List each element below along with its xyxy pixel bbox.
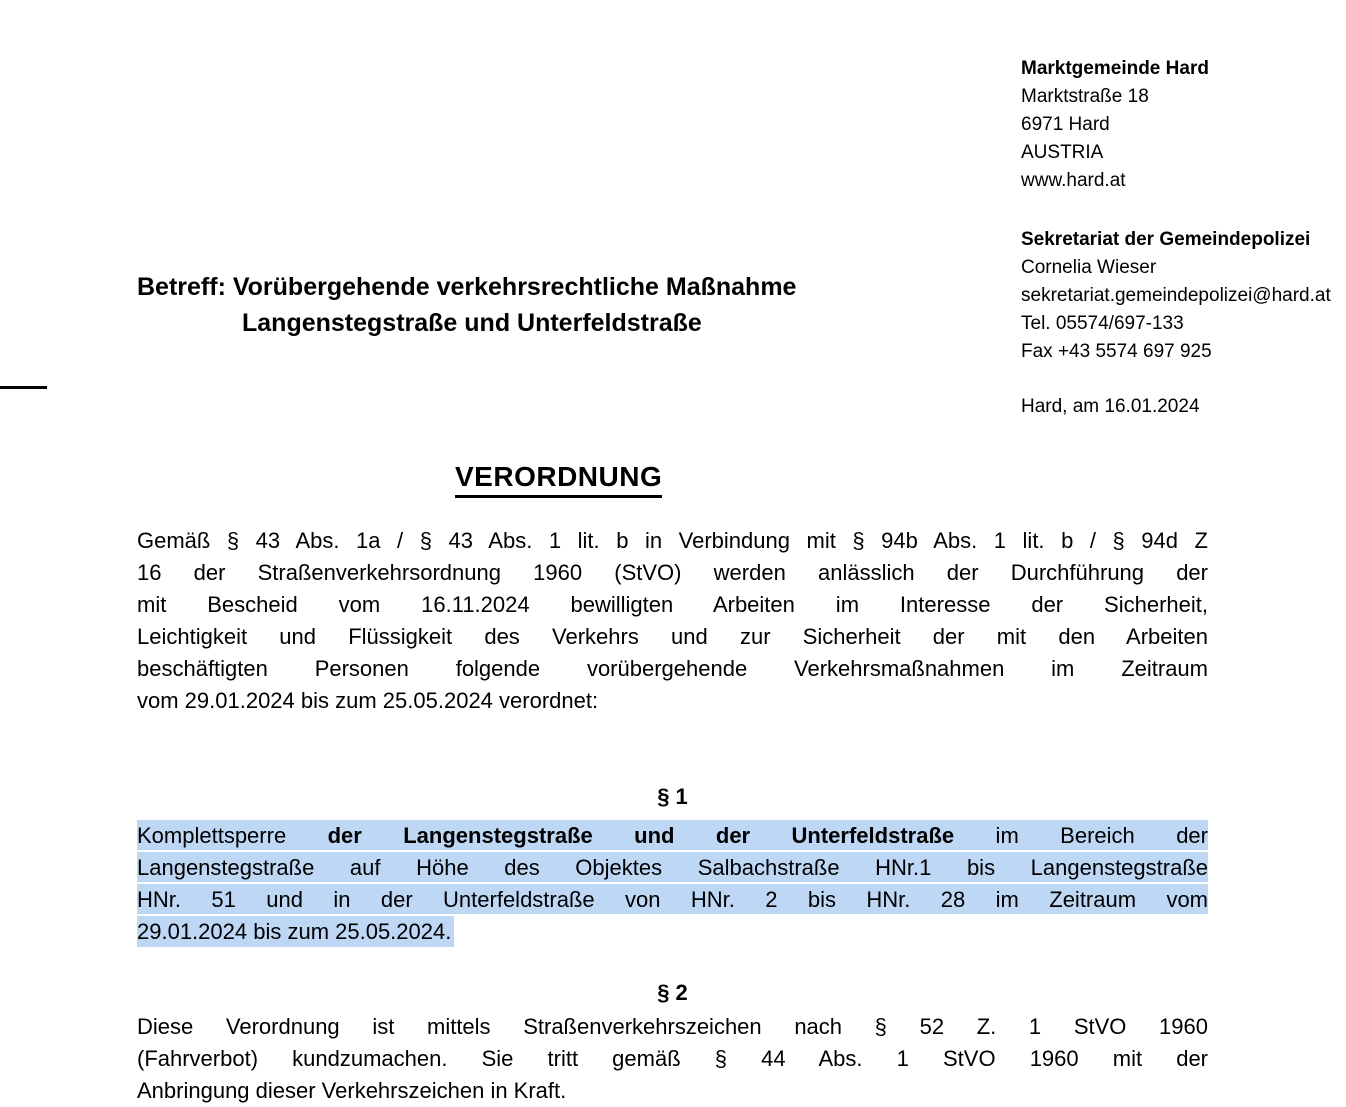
contact-fax: Fax +43 5574 697 925 xyxy=(1021,341,1212,362)
letterhead xyxy=(1021,55,1341,421)
address-line-country: AUSTRIA xyxy=(1021,142,1104,163)
section-1-paragraph xyxy=(137,820,1208,948)
contact-email: sekretariat.gemeindepolizei@hard.at xyxy=(1021,285,1331,306)
section-1-heading: § 1 xyxy=(657,784,688,809)
selected-text-segment: im Bereich der xyxy=(954,823,1208,848)
organization-name: Marktgemeinde Hard xyxy=(1021,58,1209,79)
subject-line-2: Langenstegstraße und Unterfeldstraße xyxy=(242,309,702,337)
selected-text-segment: Komplettsperre xyxy=(137,823,328,848)
section-2-heading: § 2 xyxy=(657,980,688,1005)
selected-text-bold-segment: der Langenstegstraße und der Unterfeldstraße xyxy=(327,823,955,848)
selected-text-line xyxy=(137,916,1208,948)
document-title: VERORDNUNG xyxy=(455,462,662,498)
section-2-paragraph xyxy=(137,1011,1208,1107)
intro-line: Leichtigkeit und Flüssigkeit des Verkehrs und zur Sicherheit der mit den Arbeiten xyxy=(137,624,1208,649)
intro-line: beschäftigten Personen folgende vorübergehende Verkehrsmaßnahmen im Zeitraum xyxy=(137,656,1208,681)
fold-mark xyxy=(0,386,47,389)
intro-paragraph xyxy=(137,525,1208,717)
selected-text-line: Langenstegstraße auf Höhe des Objektes Salbachstraße HNr.1 bis Langenstegstraße xyxy=(137,852,1208,884)
website-text: www.hard.at xyxy=(1021,170,1126,191)
intro-line: 16 der Straßenverkehrsordnung 1960 (StVO) werden anlässlich der Durchführung der xyxy=(137,560,1208,585)
address-line-city: 6971 Hard xyxy=(1021,114,1110,135)
address-line-street: Marktstraße 18 xyxy=(1021,86,1149,107)
section-2-line: (Fahrverbot) kundzumachen. Sie tritt gemäß § 44 Abs. 1 StVO 1960 mit der xyxy=(137,1046,1208,1071)
section-2-line: Diese Verordnung ist mittels Straßenverkehrszeichen nach § 52 Z. 1 StVO 1960 xyxy=(137,1014,1208,1039)
subject-block xyxy=(137,269,1037,341)
contact-person: Cornelia Wieser xyxy=(1021,257,1157,278)
intro-line: Gemäß § 43 Abs. 1a / § 43 Abs. 1 lit. b in Verbindung mit § 94b Abs. 1 lit. b / § 94d Z xyxy=(137,528,1208,553)
selected-text-line xyxy=(137,820,1208,852)
selection-highlight: 29.01.2024 bis zum 25.05.2024. xyxy=(137,916,454,947)
intro-line: vom 29.01.2024 bis zum 25.05.2024 verordnet: xyxy=(137,688,599,713)
section-2-line: Anbringung dieser Verkehrszeichen in Kraft. xyxy=(137,1078,567,1103)
intro-line: mit Bescheid vom 16.11.2024 bewilligten Arbeiten im Interesse der Sicherheit, xyxy=(137,592,1208,617)
subject-line-1: Betreff: Vorübergehende verkehrsrechtliche Maßnahme xyxy=(137,273,797,301)
contact-phone: Tel. 05574/697-133 xyxy=(1021,313,1184,334)
department-name: Sekretariat der Gemeindepolizei xyxy=(1021,229,1311,250)
place-date-line: Hard, am 16.01.2024 xyxy=(1021,396,1200,417)
selected-text-line: HNr. 51 und in der Unterfeldstraße von HNr. 2 bis HNr. 28 im Zeitraum vom xyxy=(137,884,1208,916)
